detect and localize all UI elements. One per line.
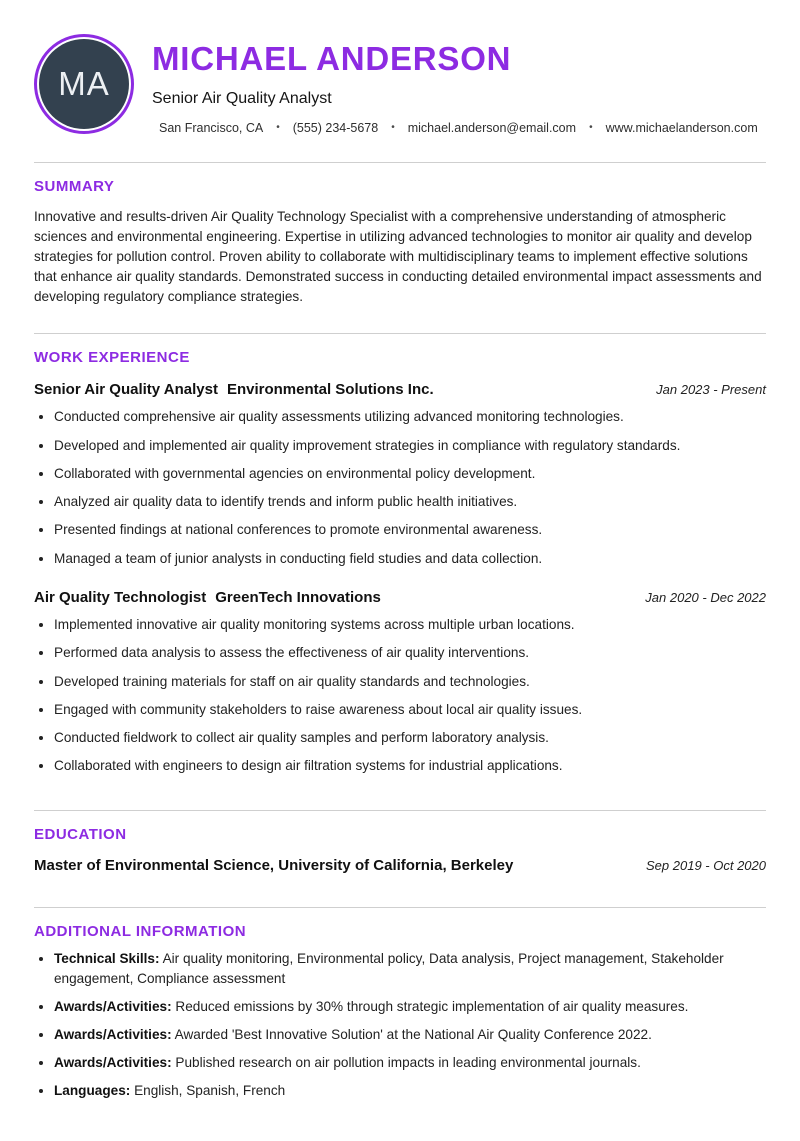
contact-row: [159, 121, 758, 135]
contact-item: michael.anderson@email.com: [407, 120, 577, 135]
job-title-line: [34, 381, 434, 398]
additional-info-item: [54, 1025, 766, 1045]
education-section: [34, 810, 766, 874]
additional-item-text: Air quality monitoring, Environmental policy, Data analysis, Project management, Stakeholder engagement, Compliance assessment: [54, 950, 724, 986]
summary-section: [34, 162, 766, 307]
education-heading: EDUCATION: [34, 825, 127, 843]
job-bullet: • Conducted fieldwork to collect air quality samples and perform laboratory analysis.: [54, 728, 766, 748]
job-company: Environmental Solutions Inc.: [226, 381, 434, 399]
job-title: Senior Air Quality Analyst: [34, 381, 218, 399]
additional-info-item: [54, 1081, 766, 1101]
summary-text: Innovative and results-driven Air Quality Technology Specialist with a comprehensive understanding of atmospheric sciences and environmental engineering. Expertise in utilizing advanced technologies to monitor air quality and develop strategies for pollution control. Proven ability to collaborate with multidisciplinary teams to implement effective solutions that enhance air quality standards. Demonstrated success in conducting detailed environmental impact assessments and developing regulatory compliance strategies.: [34, 208, 762, 304]
candidate-job-title: Senior Air Quality Analyst: [152, 89, 332, 107]
job-bullet: • Engaged with community stakeholders to raise awareness about local air quality issues.: [54, 700, 766, 720]
job-bullet: • Implemented innovative air quality monitoring systems across multiple urban locations.: [54, 615, 766, 635]
contact-item: www.michaelanderson.com: [605, 120, 758, 135]
job-dates: Jan 2023 - Present: [656, 382, 766, 398]
additional-info-item: [54, 1053, 766, 1073]
education-entry: [34, 857, 766, 874]
job-company: GreenTech Innovations: [215, 589, 381, 607]
additional-info-section: [34, 907, 766, 1101]
job-bullet: • Developed training materials for staff on air quality standards and technologies.: [54, 672, 766, 692]
summary-heading: SUMMARY: [34, 177, 115, 195]
job-title: Air Quality Technologist: [34, 589, 207, 607]
additional-info-list: [34, 949, 766, 1101]
additional-info-item: [54, 997, 766, 1017]
section-divider: [34, 333, 766, 334]
additional-info-item: [54, 949, 766, 988]
additional-item-label: Languages:: [54, 1083, 131, 1099]
avatar-initials: MA: [39, 39, 129, 129]
contact-separator-dot: •: [589, 122, 593, 134]
additional-info-heading: ADDITIONAL INFORMATION: [34, 922, 247, 940]
additional-item-text: Awarded 'Best Innovative Solution' at the National Air Quality Conference 2022.: [174, 1027, 652, 1043]
job-entry: [34, 589, 766, 776]
resume-header: [34, 34, 766, 135]
job-bullet: • Conducted comprehensive air quality assessments utilizing advanced monitoring technologies.: [54, 407, 766, 427]
avatar: [34, 34, 134, 134]
job-bullet: • Managed a team of junior analysts in conducting field studies and data collection.: [54, 549, 766, 569]
job-bullet-list: [34, 615, 766, 776]
candidate-name: MICHAEL ANDERSON: [152, 40, 512, 77]
section-divider: [34, 162, 766, 163]
job-title-line: [34, 589, 381, 606]
contact-separator-dot: •: [391, 122, 395, 134]
additional-item-text: Reduced emissions by 30% through strategic implementation of air quality measures.: [175, 998, 689, 1014]
job-bullet: • Presented findings at national conferences to promote environmental awareness.: [54, 520, 766, 540]
additional-item-label: Awards/Activities:: [54, 1027, 172, 1043]
section-divider: [34, 810, 766, 811]
header-text-block: [152, 34, 758, 135]
job-bullet: • Developed and implemented air quality improvement strategies in compliance with regulatory standards.: [54, 436, 766, 456]
job-bullet: • Collaborated with governmental agencies on environmental policy development.: [54, 464, 766, 484]
job-header: [34, 589, 766, 606]
additional-item-label: Awards/Activities:: [54, 998, 172, 1014]
additional-item-label: Awards/Activities:: [54, 1055, 172, 1071]
additional-item-text: English, Spanish, French: [134, 1083, 286, 1099]
job-dates: Jan 2020 - Dec 2022: [645, 590, 766, 606]
section-divider: [34, 907, 766, 908]
job-bullet: • Performed data analysis to assess the effectiveness of air quality interventions.: [54, 643, 766, 663]
additional-item-label: Technical Skills:: [54, 950, 160, 966]
job-header: [34, 381, 766, 398]
contact-item: (555) 234-5678: [292, 120, 379, 135]
additional-item-text: Published research on air pollution impacts in leading environmental journals.: [175, 1055, 641, 1071]
work-experience-heading: WORK EXPERIENCE: [34, 349, 190, 367]
education-dates: Sep 2019 - Oct 2020: [646, 857, 766, 873]
work-experience-section: [34, 333, 766, 775]
job-bullet-list: [34, 407, 766, 568]
education-degree: Master of Environmental Science, University of California, Berkeley: [34, 856, 514, 874]
job-bullet: • Collaborated with engineers to design air filtration systems for industrial applications.: [54, 756, 766, 776]
job-entry: [34, 381, 766, 568]
contact-separator-dot: •: [276, 122, 280, 134]
job-bullet: • Analyzed air quality data to identify trends and inform public health initiatives.: [54, 492, 766, 512]
contact-item: San Francisco, CA: [159, 120, 264, 135]
